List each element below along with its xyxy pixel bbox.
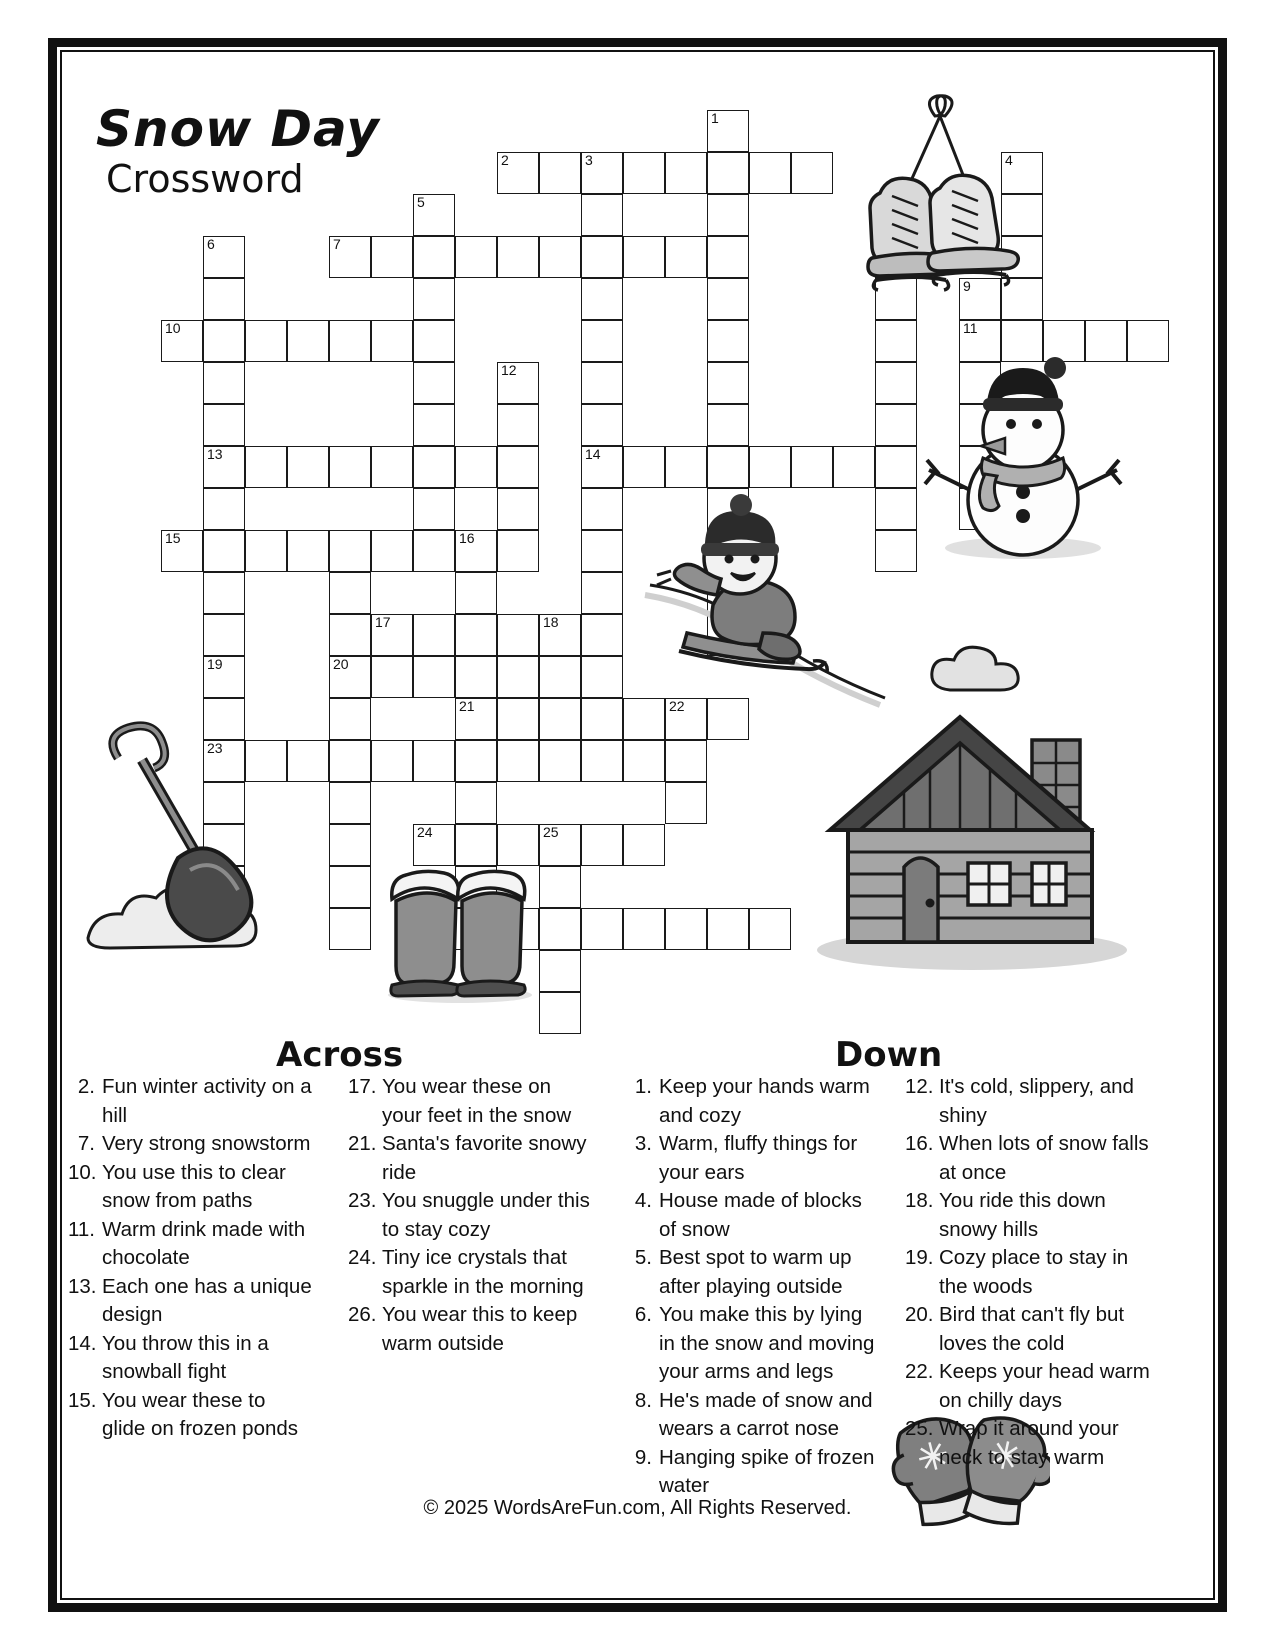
crossword-cell[interactable] bbox=[539, 698, 581, 740]
crossword-cell[interactable] bbox=[203, 404, 245, 446]
down-clue-item bbox=[905, 1244, 1155, 1301]
crossword-cell[interactable] bbox=[413, 446, 455, 488]
across-clue-item bbox=[68, 1159, 314, 1216]
clue-number: 11. bbox=[68, 1217, 95, 1241]
crossword-cell[interactable] bbox=[581, 530, 623, 572]
crossword-cell-number: 23 bbox=[207, 740, 223, 756]
down-clue-item bbox=[905, 1358, 1155, 1415]
crossword-cell[interactable] bbox=[287, 446, 329, 488]
clue-text: You wear these on your feet in the snow bbox=[382, 1075, 572, 1127]
down-clue-item bbox=[625, 1244, 879, 1301]
crossword-cell[interactable] bbox=[497, 404, 539, 446]
crossword-cell[interactable] bbox=[497, 446, 539, 488]
crossword-cell-number: 10 bbox=[165, 320, 181, 336]
crossword-cell-number: 22 bbox=[669, 698, 685, 714]
crossword-cell[interactable] bbox=[329, 740, 371, 782]
crossword-cell[interactable] bbox=[539, 866, 581, 908]
crossword-cell-number: 11 bbox=[963, 320, 978, 336]
clue-text: You wear these to glide on frozen ponds bbox=[102, 1388, 299, 1440]
crossword-cell[interactable] bbox=[455, 530, 497, 572]
crossword-cell[interactable] bbox=[497, 614, 539, 656]
crossword-cell-number: 17 bbox=[375, 614, 391, 630]
crossword-cell[interactable] bbox=[413, 740, 455, 782]
across-clue-item bbox=[68, 1330, 314, 1387]
crossword-cell[interactable] bbox=[581, 194, 623, 236]
title-line-2: Crossword bbox=[106, 157, 304, 201]
clue-number: 17. bbox=[348, 1075, 377, 1098]
crossword-cell-number: 13 bbox=[207, 446, 223, 462]
crossword-cell[interactable] bbox=[413, 278, 455, 320]
crossword-cell[interactable] bbox=[581, 488, 623, 530]
crossword-cell-number: 16 bbox=[459, 530, 475, 546]
clue-text: He's made of snow and wears a carrot nose bbox=[659, 1388, 873, 1440]
clue-text: You snuggle under this to stay cozy bbox=[382, 1189, 590, 1241]
down-heading: Down bbox=[835, 1035, 943, 1075]
crossword-cell[interactable] bbox=[707, 236, 749, 278]
crossword-cell[interactable] bbox=[371, 236, 413, 278]
crossword-cell[interactable] bbox=[329, 530, 371, 572]
crossword-cell[interactable] bbox=[203, 278, 245, 320]
clue-number: 19. bbox=[905, 1246, 934, 1269]
crossword-cell[interactable] bbox=[623, 236, 665, 278]
clue-number: 8. bbox=[634, 1388, 652, 1412]
crossword-cell[interactable] bbox=[791, 152, 833, 194]
crossword-cell[interactable] bbox=[497, 530, 539, 572]
clue-number: 9. bbox=[634, 1445, 652, 1469]
clue-number: 6. bbox=[634, 1303, 652, 1326]
crossword-cell-number: 15 bbox=[165, 530, 181, 546]
down-clue-item bbox=[625, 1073, 879, 1130]
clue-text: Warm drink made with chocolate bbox=[102, 1217, 306, 1269]
crossword-cell[interactable] bbox=[371, 656, 413, 698]
clue-text: Best spot to warm up after playing outside bbox=[659, 1246, 852, 1298]
down-clues-column-1 bbox=[625, 1073, 879, 1501]
crossword-cell[interactable] bbox=[539, 740, 581, 782]
crossword-cell[interactable] bbox=[581, 362, 623, 404]
down-clue-item bbox=[905, 1187, 1155, 1244]
crossword-cell[interactable] bbox=[581, 446, 623, 488]
crossword-cell[interactable] bbox=[497, 488, 539, 530]
crossword-cell[interactable] bbox=[413, 404, 455, 446]
crossword-cell[interactable] bbox=[455, 698, 497, 740]
log-cabin-illustration bbox=[800, 645, 1140, 975]
copyright-footer: © 2025 WordsAreFun.com, All Rights Reserved. bbox=[423, 1497, 852, 1519]
crossword-cell[interactable] bbox=[245, 446, 287, 488]
crossword-cell[interactable] bbox=[329, 782, 371, 824]
clue-number: 15. bbox=[68, 1388, 97, 1412]
clue-text: You make this by lying in the snow and moving your arms and legs bbox=[659, 1303, 875, 1383]
clue-text: Each one has a unique design bbox=[102, 1274, 312, 1326]
crossword-cell-number: 6 bbox=[207, 236, 215, 252]
crossword-cell[interactable] bbox=[749, 908, 791, 950]
crossword-cell-number: 20 bbox=[333, 656, 349, 672]
crossword-cell[interactable] bbox=[539, 950, 581, 992]
crossword-cell-number: 12 bbox=[501, 362, 517, 378]
crossword-cell-number: 25 bbox=[543, 824, 559, 840]
clue-number: 12. bbox=[905, 1075, 934, 1098]
crossword-cell[interactable] bbox=[581, 404, 623, 446]
crossword-cell[interactable] bbox=[329, 572, 371, 614]
clue-text: Bird that can't fly but loves the cold bbox=[939, 1303, 1125, 1355]
clue-number: 25. bbox=[905, 1417, 934, 1440]
crossword-cell-number: 24 bbox=[417, 824, 433, 840]
clue-text: When lots of snow falls at once bbox=[939, 1132, 1149, 1184]
crossword-cell[interactable] bbox=[287, 530, 329, 572]
crossword-cell[interactable] bbox=[413, 488, 455, 530]
crossword-cell[interactable] bbox=[413, 824, 455, 866]
crossword-cell[interactable] bbox=[497, 824, 539, 866]
crossword-cell-number: 9 bbox=[963, 278, 971, 294]
crossword-cell[interactable] bbox=[371, 530, 413, 572]
down-clue-item bbox=[905, 1130, 1155, 1187]
crossword-cell[interactable] bbox=[203, 656, 245, 698]
clue-number: 1. bbox=[634, 1075, 652, 1098]
crossword-cell[interactable] bbox=[707, 404, 749, 446]
crossword-cell[interactable] bbox=[581, 152, 623, 194]
crossword-cell[interactable] bbox=[329, 320, 371, 362]
across-clue-item bbox=[68, 1387, 314, 1444]
crossword-cell[interactable] bbox=[455, 740, 497, 782]
clue-text: Fun winter activity on a hill bbox=[102, 1075, 312, 1127]
crossword-cell[interactable] bbox=[875, 362, 917, 404]
crossword-cell[interactable] bbox=[623, 740, 665, 782]
crossword-cell[interactable] bbox=[455, 824, 497, 866]
clue-number: 14. bbox=[68, 1331, 97, 1355]
crossword-cell[interactable] bbox=[497, 698, 539, 740]
snowman-illustration bbox=[915, 350, 1130, 565]
crossword-cell[interactable] bbox=[203, 530, 245, 572]
crossword-cell[interactable] bbox=[539, 236, 581, 278]
crossword-cell-number: 14 bbox=[585, 446, 601, 462]
down-clue-item bbox=[905, 1073, 1155, 1130]
crossword-cell[interactable] bbox=[329, 446, 371, 488]
clue-text: You ride this down snowy hills bbox=[939, 1189, 1106, 1241]
crossword-cell[interactable] bbox=[455, 656, 497, 698]
crossword-cell-number: 4 bbox=[1005, 152, 1013, 168]
crossword-cell[interactable] bbox=[203, 446, 245, 488]
crossword-cell[interactable] bbox=[581, 278, 623, 320]
down-clues-column-2 bbox=[905, 1073, 1155, 1472]
clue-text: It's cold, slippery, and shiny bbox=[939, 1075, 1134, 1127]
crossword-cell[interactable] bbox=[455, 782, 497, 824]
clue-text: Tiny ice crystals that sparkle in the morning bbox=[382, 1246, 584, 1298]
crossword-cell[interactable] bbox=[455, 236, 497, 278]
clue-number: 22. bbox=[905, 1360, 934, 1383]
crossword-cell[interactable] bbox=[203, 572, 245, 614]
crossword-cell[interactable] bbox=[581, 824, 623, 866]
crossword-cell[interactable] bbox=[329, 614, 371, 656]
crossword-cell[interactable] bbox=[1127, 320, 1169, 362]
clue-number: 23. bbox=[348, 1189, 377, 1212]
crossword-cell[interactable] bbox=[455, 614, 497, 656]
crossword-cell[interactable] bbox=[707, 278, 749, 320]
across-clue-item bbox=[68, 1073, 314, 1130]
crossword-cell[interactable] bbox=[707, 908, 749, 950]
across-clue-item bbox=[348, 1244, 596, 1301]
crossword-cell[interactable] bbox=[497, 152, 539, 194]
crossword-cell[interactable] bbox=[665, 740, 707, 782]
crossword-cell[interactable] bbox=[707, 362, 749, 404]
crossword-cell[interactable] bbox=[665, 152, 707, 194]
crossword-cell[interactable] bbox=[623, 908, 665, 950]
crossword-cell-number: 7 bbox=[333, 236, 341, 252]
page-title bbox=[96, 100, 436, 201]
crossword-cell[interactable] bbox=[497, 656, 539, 698]
crossword-cell[interactable] bbox=[497, 740, 539, 782]
winter-boots-illustration bbox=[378, 865, 543, 1005]
clue-text: House made of blocks of snow bbox=[659, 1189, 862, 1241]
clue-text: Warm, fluffy things for your ears bbox=[659, 1132, 858, 1184]
crossword-cell[interactable] bbox=[371, 446, 413, 488]
crossword-cell[interactable] bbox=[581, 908, 623, 950]
crossword-cell[interactable] bbox=[413, 530, 455, 572]
clue-text: Keep your hands warm and cozy bbox=[659, 1075, 870, 1127]
crossword-cell[interactable] bbox=[329, 824, 371, 866]
across-clue-item bbox=[68, 1273, 314, 1330]
crossword-cell[interactable] bbox=[749, 152, 791, 194]
crossword-cell[interactable] bbox=[707, 152, 749, 194]
crossword-cell[interactable] bbox=[665, 782, 707, 824]
crossword-cell[interactable] bbox=[413, 320, 455, 362]
crossword-cell[interactable] bbox=[329, 656, 371, 698]
crossword-cell[interactable] bbox=[623, 152, 665, 194]
crossword-cell[interactable] bbox=[203, 362, 245, 404]
crossword-cell[interactable] bbox=[623, 824, 665, 866]
clue-text: You use this to clear snow from paths bbox=[102, 1160, 286, 1212]
clue-text: You wear this to keep warm outside bbox=[382, 1303, 578, 1355]
crossword-cell[interactable] bbox=[581, 236, 623, 278]
clue-number: 24. bbox=[348, 1246, 377, 1269]
clue-number: 16. bbox=[905, 1132, 934, 1155]
crossword-cell[interactable] bbox=[245, 530, 287, 572]
crossword-cell[interactable] bbox=[539, 992, 581, 1034]
crossword-cell[interactable] bbox=[665, 236, 707, 278]
clue-number: 4. bbox=[634, 1189, 652, 1212]
crossword-cell[interactable] bbox=[413, 194, 455, 236]
crossword-cell[interactable] bbox=[371, 614, 413, 656]
across-heading: Across bbox=[276, 1035, 404, 1075]
crossword-cell[interactable] bbox=[203, 236, 245, 278]
crossword-cell-number: 19 bbox=[207, 656, 223, 672]
crossword-cell[interactable] bbox=[665, 908, 707, 950]
crossword-cell[interactable] bbox=[287, 320, 329, 362]
crossword-cell[interactable] bbox=[581, 614, 623, 656]
crossword-cell[interactable] bbox=[581, 320, 623, 362]
clue-text: Very strong snowstorm bbox=[102, 1132, 311, 1155]
crossword-cell[interactable] bbox=[497, 236, 539, 278]
down-clue-item bbox=[625, 1387, 879, 1444]
across-clue-item bbox=[68, 1216, 314, 1273]
down-clue-item bbox=[905, 1301, 1155, 1358]
crossword-cell-number: 5 bbox=[417, 194, 425, 210]
clue-number: 18. bbox=[905, 1189, 934, 1212]
crossword-cell[interactable] bbox=[539, 656, 581, 698]
clue-text: Santa's favorite snowy ride bbox=[382, 1132, 587, 1184]
crossword-cell[interactable] bbox=[413, 656, 455, 698]
clue-number: 2. bbox=[77, 1075, 95, 1098]
across-clues-column-1 bbox=[68, 1073, 314, 1444]
crossword-cell[interactable] bbox=[203, 320, 245, 362]
crossword-cell[interactable] bbox=[329, 866, 371, 908]
crossword-cell-number: 2 bbox=[501, 152, 509, 168]
clue-text: Hanging spike of frozen water bbox=[659, 1445, 875, 1497]
clue-number: 3. bbox=[634, 1132, 652, 1155]
across-clue-item bbox=[348, 1130, 596, 1187]
crossword-cell[interactable] bbox=[581, 656, 623, 698]
crossword-cell[interactable] bbox=[707, 320, 749, 362]
down-clue-item bbox=[905, 1415, 1155, 1472]
crossword-cell-number: 18 bbox=[543, 614, 559, 630]
across-clue-item bbox=[68, 1130, 314, 1159]
across-clues-column-2 bbox=[348, 1073, 596, 1358]
clue-number: 7. bbox=[77, 1132, 95, 1155]
crossword-cell[interactable] bbox=[581, 740, 623, 782]
clue-number: 5. bbox=[634, 1246, 652, 1269]
crossword-cell[interactable] bbox=[707, 110, 749, 152]
down-clue-item bbox=[625, 1301, 879, 1387]
across-clue-item bbox=[348, 1301, 596, 1358]
clue-number: 13. bbox=[68, 1274, 97, 1298]
crossword-cell-number: 3 bbox=[585, 152, 593, 168]
crossword-cell[interactable] bbox=[245, 320, 287, 362]
across-clue-item bbox=[348, 1187, 596, 1244]
crossword-cell[interactable] bbox=[413, 362, 455, 404]
clue-number: 26. bbox=[348, 1303, 377, 1326]
clue-text: You throw this in a snowball fight bbox=[102, 1331, 269, 1383]
ice-skates-illustration bbox=[840, 88, 1040, 293]
crossword-cell[interactable] bbox=[329, 698, 371, 740]
crossword-cell[interactable] bbox=[539, 614, 581, 656]
crossword-cell[interactable] bbox=[413, 236, 455, 278]
down-clue-item bbox=[625, 1187, 879, 1244]
crossword-cell[interactable] bbox=[539, 908, 581, 950]
crossword-cell-number: 21 bbox=[459, 698, 475, 714]
title-line-1: Snow Day bbox=[96, 100, 380, 158]
clue-text: Cozy place to stay in the woods bbox=[939, 1246, 1129, 1298]
crossword-cell[interactable] bbox=[455, 446, 497, 488]
crossword-cell[interactable] bbox=[161, 320, 203, 362]
crossword-cell[interactable] bbox=[707, 194, 749, 236]
across-clue-item bbox=[348, 1073, 596, 1130]
down-clue-item bbox=[625, 1444, 879, 1501]
crossword-cell[interactable] bbox=[161, 530, 203, 572]
crossword-cell[interactable] bbox=[329, 236, 371, 278]
crossword-cell[interactable] bbox=[413, 614, 455, 656]
crossword-cell-number: 1 bbox=[711, 110, 719, 126]
crossword-cell[interactable] bbox=[875, 320, 917, 362]
crossword-cell[interactable] bbox=[581, 572, 623, 614]
crossword-cell[interactable] bbox=[539, 824, 581, 866]
clue-number: 20. bbox=[905, 1303, 934, 1326]
crossword-cell[interactable] bbox=[455, 572, 497, 614]
crossword-cell[interactable] bbox=[875, 404, 917, 446]
clue-number: 10. bbox=[68, 1160, 97, 1184]
crossword-cell[interactable] bbox=[203, 614, 245, 656]
crossword-cell[interactable] bbox=[371, 320, 413, 362]
crossword-cell[interactable] bbox=[581, 698, 623, 740]
crossword-cell[interactable] bbox=[371, 740, 413, 782]
down-clue-item bbox=[625, 1130, 879, 1187]
crossword-cell[interactable] bbox=[539, 152, 581, 194]
clue-text: Wrap it around your neck to stay warm bbox=[939, 1417, 1119, 1469]
clue-text: Keeps your head warm on chilly days bbox=[939, 1360, 1150, 1412]
crossword-cell[interactable] bbox=[497, 362, 539, 404]
snow-shovel-illustration bbox=[70, 720, 310, 965]
crossword-cell[interactable] bbox=[203, 488, 245, 530]
clue-number: 21. bbox=[348, 1132, 377, 1155]
crossword-cell[interactable] bbox=[329, 908, 371, 950]
